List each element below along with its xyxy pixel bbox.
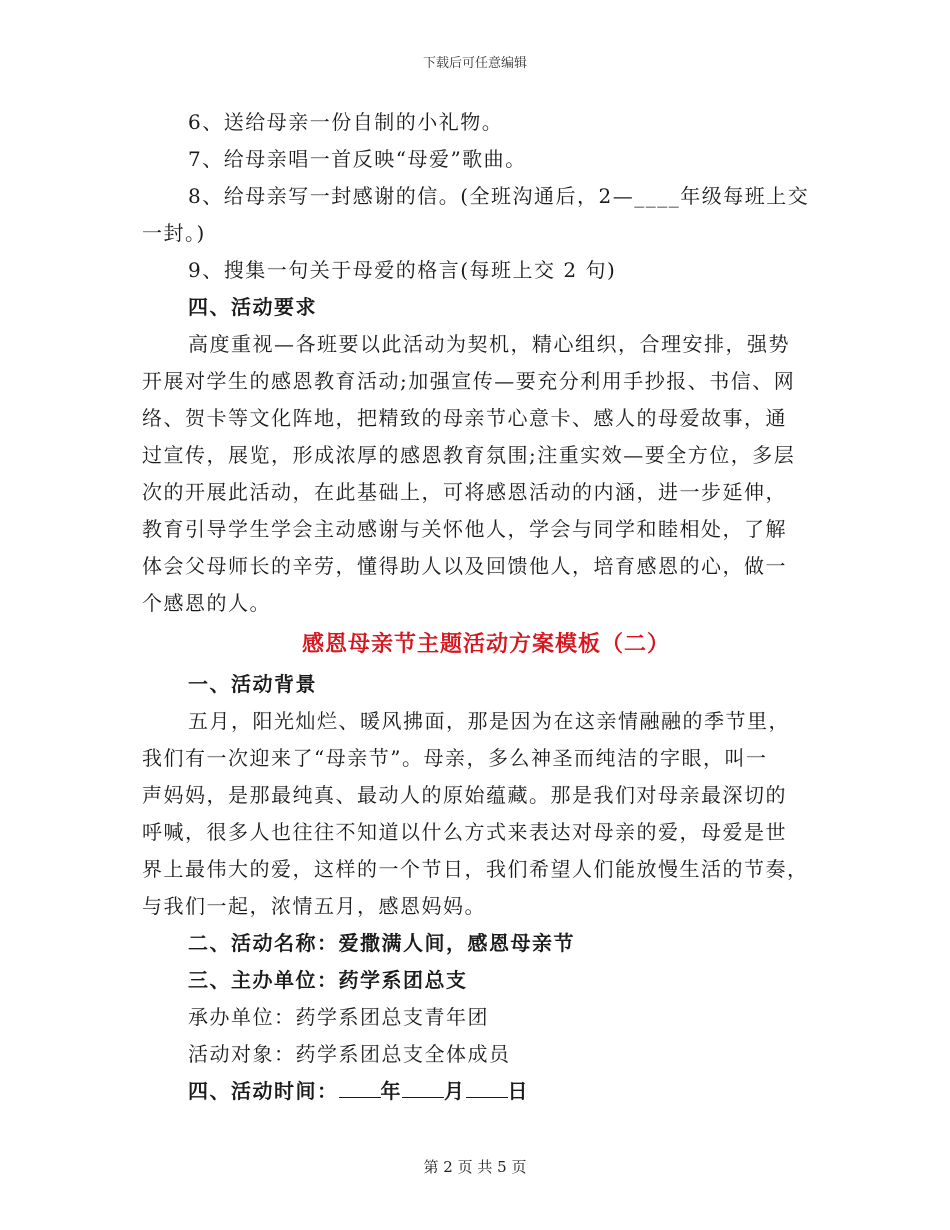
paragraph-line: 五月，阳光灿烂、暖风拂面，那是因为在这亲情融融的季节里， (188, 709, 790, 733)
list-item-9: 9、搜集一句关于母爱的格言(每班上交 2 句) (188, 258, 617, 282)
host-unit-line: 三、主办单位：药学系团总支 (188, 968, 468, 992)
document-body (142, 104, 810, 1110)
day-label: 日 (507, 1079, 529, 1103)
month-blank (402, 1079, 444, 1098)
list-item-6: 6、送给母亲一份自制的小礼物。 (188, 110, 504, 134)
paragraph-line: 过宣传，展览，形成浓厚的感恩教育氛围;注重实效—要全方位，多层 (142, 443, 796, 467)
day-blank (466, 1079, 508, 1098)
year-label: 年 (380, 1079, 402, 1103)
organizer-unit-line: 承办单位：药学系团总支青年团 (188, 1005, 489, 1029)
page-footer: 第 2 页 共 5 页 (423, 1158, 527, 1176)
activity-name-line: 二、活动名称：爱撒满人间，感恩母亲节 (188, 931, 575, 955)
month-label: 月 (444, 1079, 466, 1103)
paragraph-line: 体会父母师长的辛劳，懂得助人以及回馈他人，培育感恩的心，做一 (142, 554, 787, 578)
activity-time-line (142, 1073, 810, 1110)
paragraph-line: 络、贺卡等文化阵地，把精致的母亲节心意卡、感人的母爱故事，通 (142, 406, 787, 430)
year-blank (339, 1079, 381, 1098)
section-heading-requirements: 四、活动要求 (188, 295, 317, 319)
paragraph-line: 开展对学生的感恩教育活动;加强宣传—要充分利用手抄报、书信、网 (142, 369, 796, 393)
page-header: 下载后可任意编辑 (422, 56, 527, 71)
list-item-7: 7、给母亲唱一首反映“母爱”歌曲。 (188, 147, 527, 171)
paragraph-line: 声妈妈，是那最纯真、最动人的原始蕴藏。那是我们对母亲最深切的 (142, 783, 787, 807)
paragraph-line: 个感恩的人。 (142, 591, 271, 615)
paragraph-line: 教育引导学生学会主动感谢与关怀他人，学会与同学和睦相处，了解 (142, 517, 787, 541)
paragraph-line: 我们有一次迎来了“母亲节”。母亲，多么神圣而纯洁的字眼，叫一 (142, 746, 768, 770)
paragraph-line: 与我们一起，浓情五月，感恩妈妈。 (142, 894, 486, 918)
section-heading-background: 一、活动背景 (188, 672, 317, 696)
list-item-8-line2: 一封。) (142, 221, 206, 245)
paragraph-line: 界上最伟大的爱，这样的一个节日，我们希望人们能放慢生活的节奏， (142, 857, 809, 881)
list-item-8-line1: 8、给母亲写一封感谢的信。(全班沟通后，2—____年级每班上交 (188, 184, 810, 208)
target-audience-line: 活动对象：药学系团总支全体成员 (188, 1042, 511, 1066)
paragraph-line: 呼喊，很多人也往往不知道以什么方式来表达对母亲的爱，母爱是世 (142, 820, 787, 844)
paragraph-line: 高度重视—各班要以此活动为契机，精心组织，合理安排，强势 (188, 332, 790, 356)
paragraph-line: 次的开展此活动，在此基础上，可将感恩活动的内涵，进一步延伸， (142, 480, 787, 504)
activity-time-label: 四、活动时间： (188, 1079, 339, 1103)
document-title: 感恩母亲节主题活动方案模板（二） (301, 631, 670, 657)
